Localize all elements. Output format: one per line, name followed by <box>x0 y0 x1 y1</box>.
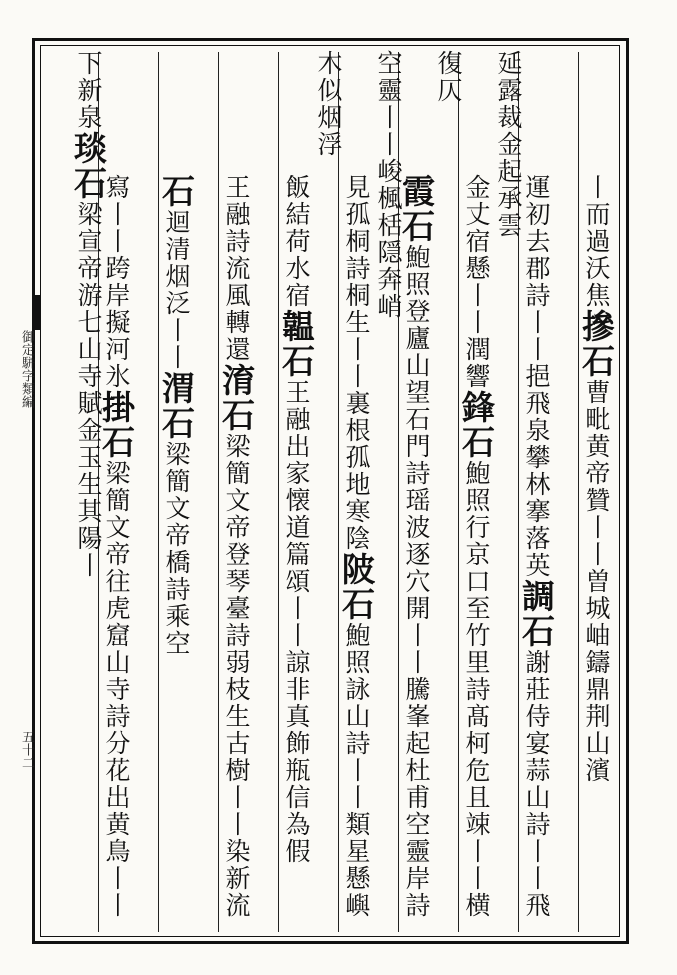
text-column-6 <box>277 50 338 930</box>
column-text: 謝莊侍宴蒜山詩丨丨飛延露裁金起承雲 <box>494 50 551 919</box>
column-rule <box>278 52 279 932</box>
text-column-3 <box>434 50 518 930</box>
entry-heading: 韞石 <box>277 309 316 379</box>
column-text: 迴清烟泛丨丨 <box>162 209 191 371</box>
column-text: 鮑照詠山詩丨丨類星懸嶼木似烟浮 <box>314 50 371 919</box>
column-text: 金丈宿懸丨丨潤響 <box>462 174 491 390</box>
entry-heading: 調石 <box>517 579 556 649</box>
column-text: 王融出家懐道篇頌丨丨諒非真飾瓶信為假 <box>282 379 311 865</box>
column-text: 王融詩流風轉還 <box>222 174 251 363</box>
text-column-8 <box>157 50 218 930</box>
entry-heading: 石 <box>157 174 196 209</box>
column-text: 梁簡文帝橋詩乘空 <box>162 441 191 657</box>
column-text: 曹毗黄帝贊丨丨曽城岫鑄鼎荆山濱 <box>582 379 611 784</box>
column-text: 梁簡文帝登琴臺詩弱枝生古樹丨丨染新流 <box>222 433 251 919</box>
column-rule <box>338 52 339 932</box>
fish-tail-mark <box>33 295 40 330</box>
entry-heading: 摻石 <box>577 309 616 379</box>
text-column-7 <box>217 50 278 930</box>
margin-book-title: 御定駢字類編 <box>19 330 34 408</box>
column-text: 鮑照行京口至竹里詩髙柯危且竦丨丨横復仄 <box>434 50 491 919</box>
column-rule <box>458 52 459 932</box>
entry-heading: 淯石 <box>217 363 256 433</box>
column-text: 鮑照登廬山望石門詩瑶波逐穴開丨丨騰峯起杜甫空靈岸詩空靈丨丨峻楓栝隠奔峭 <box>374 50 431 919</box>
column-text: 丨而過沃焦 <box>582 174 611 309</box>
entry-heading: 陂石 <box>337 552 376 622</box>
entry-heading: 霞石 <box>397 174 436 244</box>
column-rule <box>578 52 579 932</box>
entry-heading: 鋒石 <box>457 390 496 460</box>
column-text: 運初去郡詩丨丨挹飛泉攀林搴落英 <box>522 174 551 579</box>
entry-heading: 掛石 <box>97 390 136 460</box>
column-text: 寫丨丨跨岸擬河氷 <box>102 174 131 390</box>
column-text: 飯結荷水宿 <box>282 174 311 309</box>
entry-heading: 渭石 <box>157 371 196 441</box>
text-column-1 <box>577 50 638 930</box>
entry-heading: 琰石 <box>69 131 108 201</box>
column-text: 梁宣帝游七山寺賦金玉生其陽丨 <box>74 201 103 579</box>
text-column-2 <box>494 50 578 930</box>
text-column-9 <box>69 50 158 930</box>
text-column-4 <box>374 50 458 930</box>
column-text: 梁簡文帝往虎窟山寺詩分花出黄鳥丨丨下新泉 <box>74 50 131 919</box>
margin-page-number: 五十二 <box>19 730 34 769</box>
text-column-5 <box>314 50 398 930</box>
column-text: 見孤桐詩桐生丨丨裏根孤地寒陰 <box>342 174 371 552</box>
column-rule <box>218 52 219 932</box>
